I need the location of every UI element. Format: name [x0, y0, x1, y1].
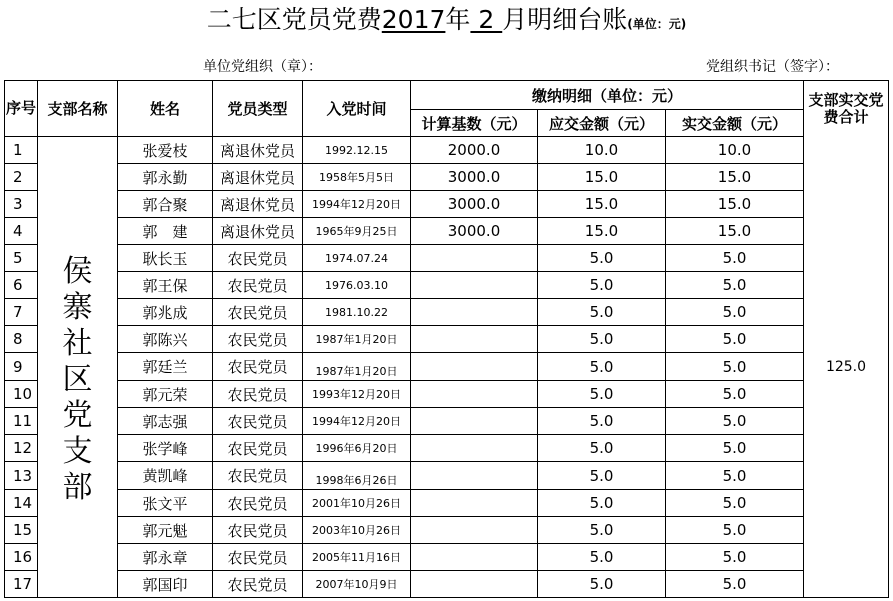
cell-member-type: 农民党员: [213, 245, 303, 272]
cell-base: [411, 381, 538, 408]
cell-join-date: 1993年12月20日: [303, 381, 411, 408]
cell-name: 郭永章: [118, 544, 213, 571]
title-text-b: 年: [445, 5, 471, 34]
cell-member-type: 农民党员: [213, 571, 303, 598]
cell-name: 郭王保: [118, 272, 213, 299]
branch-total-cell: [804, 137, 889, 598]
cell-index: 5: [5, 245, 38, 272]
table-row: [5, 490, 889, 517]
table-row: [5, 517, 889, 544]
unit-seal-label: 单位党组织（章）：: [203, 59, 322, 75]
header-member-type: 党员类型: [213, 81, 303, 137]
title-month: 2: [470, 5, 503, 34]
cell-paid: 5.0: [666, 326, 804, 353]
cell-base: [411, 245, 538, 272]
cell-due: 15.0: [538, 191, 666, 218]
cell-base: [411, 353, 538, 381]
cell-join-date: 1994年12月20日: [303, 408, 411, 435]
branch-name: 侯寨社区党支部: [62, 254, 93, 506]
cell-member-type: 农民党员: [213, 462, 303, 490]
cell-due: 5.0: [538, 353, 666, 381]
cell-paid: 5.0: [666, 490, 804, 517]
cell-paid: 5.0: [666, 245, 804, 272]
cell-base: [411, 272, 538, 299]
table-row: [5, 544, 889, 571]
cell-join-date: 2007年10月9日: [303, 571, 411, 598]
title-unit: (单位：元): [627, 17, 687, 31]
branch-total-value: 125.0: [825, 358, 867, 375]
cell-due: 10.0: [538, 137, 666, 164]
cell-join-date: 1994年12月20日: [303, 191, 411, 218]
cell-paid: 5.0: [666, 299, 804, 326]
cell-base: 3000.0: [411, 218, 538, 245]
cell-name: 郭陈兴: [118, 326, 213, 353]
cell-member-type: 农民党员: [213, 272, 303, 299]
cell-paid: 5.0: [666, 462, 804, 490]
cell-name: 郭永勤: [118, 164, 213, 191]
cell-index: 13: [5, 462, 38, 490]
cell-paid: 5.0: [666, 381, 804, 408]
cell-index: 3: [5, 191, 38, 218]
cell-due: 5.0: [538, 245, 666, 272]
cell-base: [411, 544, 538, 571]
cell-due: 5.0: [538, 272, 666, 299]
cell-join-date: 1958年5月5日: [303, 164, 411, 191]
cell-base: [411, 571, 538, 598]
cell-join-date: 1998年6月26日: [303, 462, 411, 490]
cell-paid: 5.0: [666, 408, 804, 435]
cell-index: 7: [5, 299, 38, 326]
cell-join-date: 2005年11月16日: [303, 544, 411, 571]
cell-index: 6: [5, 272, 38, 299]
table-row: [5, 137, 889, 164]
cell-due: 5.0: [538, 381, 666, 408]
cell-name: 郭元魁: [118, 517, 213, 544]
table-row: [5, 571, 889, 598]
cell-paid: 10.0: [666, 137, 804, 164]
cell-member-type: 农民党员: [213, 326, 303, 353]
table-row: [5, 353, 889, 381]
cell-name: 张爱枝: [118, 137, 213, 164]
cell-due: 5.0: [538, 490, 666, 517]
cell-paid: 5.0: [666, 353, 804, 381]
cell-join-date: 1992.12.15: [303, 137, 411, 164]
table-row: [5, 326, 889, 353]
cell-index: 14: [5, 490, 38, 517]
secretary-sign-label: 党组织书记（签字）：: [706, 59, 839, 75]
cell-index: 1: [5, 137, 38, 164]
cell-base: [411, 326, 538, 353]
cell-name: 郭元荣: [118, 381, 213, 408]
cell-paid: 15.0: [666, 218, 804, 245]
cell-member-type: 离退休党员: [213, 164, 303, 191]
cell-paid: 5.0: [666, 435, 804, 462]
cell-due: 5.0: [538, 462, 666, 490]
header-due: 应交金额（元）: [538, 110, 666, 137]
cell-base: 3000.0: [411, 191, 538, 218]
title-year: 2017: [381, 5, 446, 34]
branch-name-cell: [38, 164, 118, 598]
cell-join-date: 1974.07.24: [303, 245, 411, 272]
cell-member-type: 农民党员: [213, 517, 303, 544]
header-payment-detail: 缴纳明细（单位：元）: [411, 81, 804, 110]
cell-base: 3000.0: [411, 164, 538, 191]
cell-index: 15: [5, 517, 38, 544]
cell-paid: 5.0: [666, 517, 804, 544]
table-row: [5, 435, 889, 462]
cell-name: 郭兆成: [118, 299, 213, 326]
cell-name: 黄凯峰: [118, 462, 213, 490]
cell-join-date: 1981.10.22: [303, 299, 411, 326]
cell-name: 郭志强: [118, 408, 213, 435]
cell-due: 5.0: [538, 571, 666, 598]
cell-member-type: 农民党员: [213, 299, 303, 326]
cell-paid: 5.0: [666, 544, 804, 571]
cell-join-date: 2003年10月26日: [303, 517, 411, 544]
cell-due: 5.0: [538, 326, 666, 353]
cell-name: 张文平: [118, 490, 213, 517]
cell-index: 17: [5, 571, 38, 598]
cell-member-type: 农民党员: [213, 544, 303, 571]
header-branch-total: 支部实交党费合计: [804, 81, 889, 137]
page-title: [0, 4, 893, 40]
branch-cell-top: [38, 137, 118, 164]
cell-member-type: 农民党员: [213, 490, 303, 517]
header-join-date: 入党时间: [303, 81, 411, 137]
cell-base: [411, 490, 538, 517]
cell-base: 2000.0: [411, 137, 538, 164]
cell-join-date: 1976.03.10: [303, 272, 411, 299]
cell-base: [411, 299, 538, 326]
cell-join-date: 1987年1月20日: [303, 326, 411, 353]
header-row-1: [5, 81, 889, 110]
cell-member-type: 离退休党员: [213, 218, 303, 245]
table-row: [5, 381, 889, 408]
cell-base: [411, 517, 538, 544]
cell-member-type: 农民党员: [213, 408, 303, 435]
header-base: 计算基数（元）: [411, 110, 538, 137]
cell-index: 9: [5, 353, 38, 381]
cell-name: 郭廷兰: [118, 353, 213, 381]
title-text-c: 月明细台账: [502, 5, 628, 34]
cell-due: 5.0: [538, 299, 666, 326]
cell-base: [411, 435, 538, 462]
cell-due: 5.0: [538, 544, 666, 571]
title-text-a: 二七区党员党费: [206, 5, 382, 34]
cell-join-date: 1996年6月20日: [303, 435, 411, 462]
cell-index: 16: [5, 544, 38, 571]
cell-due: 5.0: [538, 408, 666, 435]
cell-due: 5.0: [538, 517, 666, 544]
cell-member-type: 农民党员: [213, 435, 303, 462]
cell-index: 2: [5, 164, 38, 191]
cell-due: 15.0: [538, 164, 666, 191]
cell-member-type: 离退休党员: [213, 137, 303, 164]
table-row: [5, 164, 889, 191]
table-row: [5, 218, 889, 245]
cell-paid: 5.0: [666, 571, 804, 598]
table-row: [5, 408, 889, 435]
cell-name: 张学峰: [118, 435, 213, 462]
cell-join-date: 1965年9月25日: [303, 218, 411, 245]
cell-member-type: 农民党员: [213, 353, 303, 381]
cell-paid: 5.0: [666, 272, 804, 299]
ledger-table: [4, 80, 889, 598]
cell-name: 郭合聚: [118, 191, 213, 218]
table-row: [5, 191, 889, 218]
cell-paid: 15.0: [666, 164, 804, 191]
cell-index: 8: [5, 326, 38, 353]
table-row: [5, 299, 889, 326]
cell-due: 5.0: [538, 435, 666, 462]
table-row: [5, 272, 889, 299]
cell-index: 11: [5, 408, 38, 435]
cell-join-date: 1987年1月20日: [303, 353, 411, 381]
cell-join-date: 2001年10月26日: [303, 490, 411, 517]
header-index: 序号: [5, 81, 38, 137]
cell-name: 郭国印: [118, 571, 213, 598]
header-name: 姓名: [118, 81, 213, 137]
cell-name: 郭 建: [118, 218, 213, 245]
cell-paid: 15.0: [666, 191, 804, 218]
table-row: [5, 245, 889, 272]
header-branch: 支部名称: [38, 81, 118, 137]
cell-name: 耿长玉: [118, 245, 213, 272]
cell-index: 12: [5, 435, 38, 462]
cell-index: 10: [5, 381, 38, 408]
table-row: [5, 462, 889, 490]
header-paid: 实交金额（元）: [666, 110, 804, 137]
cell-due: 15.0: [538, 218, 666, 245]
cell-base: [411, 462, 538, 490]
cell-index: 4: [5, 218, 38, 245]
cell-member-type: 离退休党员: [213, 191, 303, 218]
cell-base: [411, 408, 538, 435]
cell-member-type: 农民党员: [213, 381, 303, 408]
